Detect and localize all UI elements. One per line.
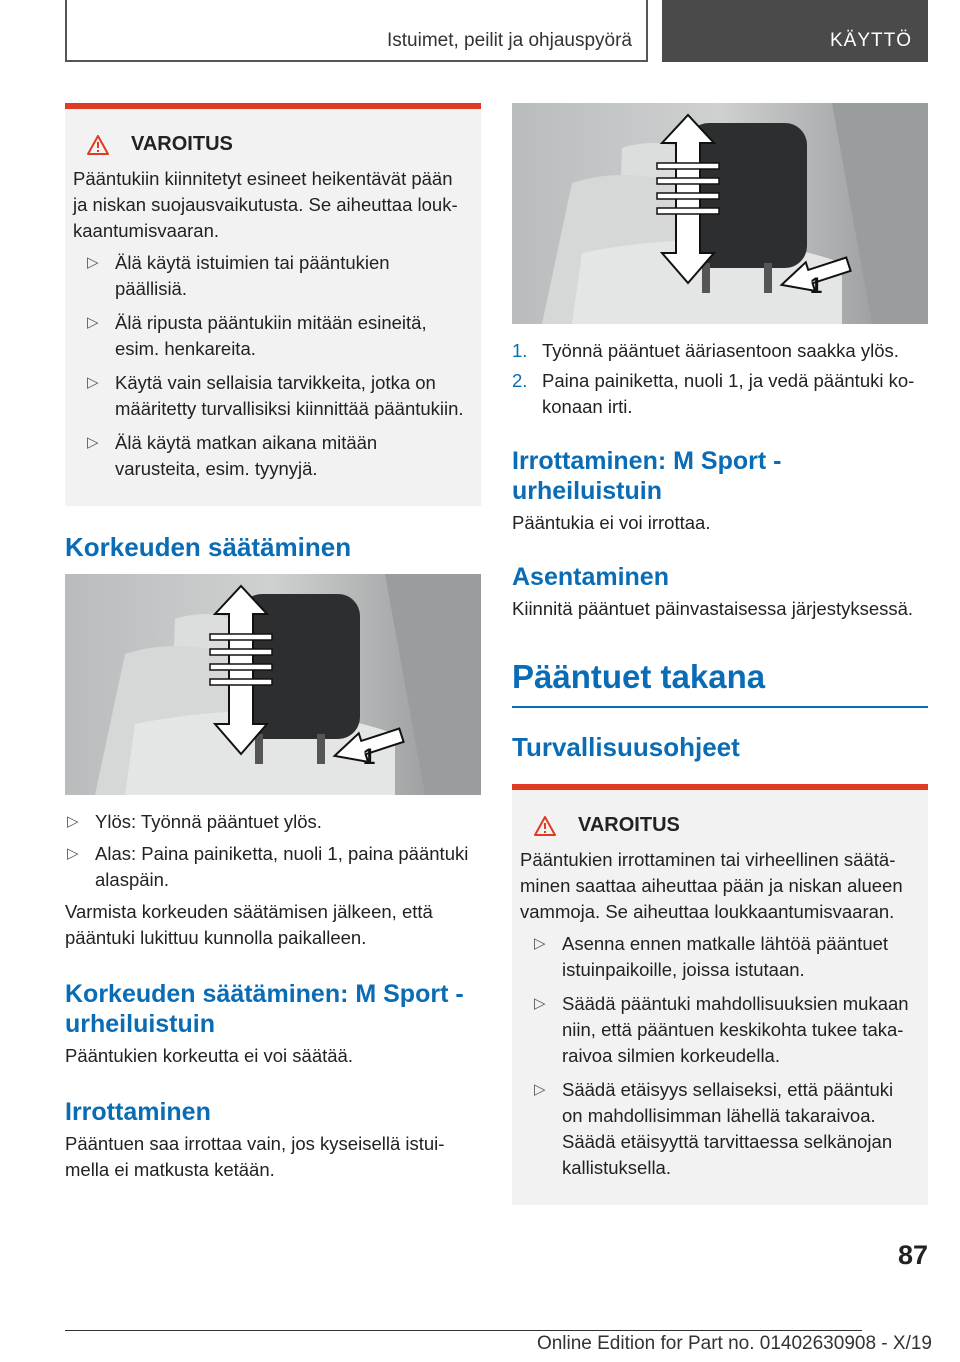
footer-edition: Online Edition for Part no. 01402630908 - X/19 [536, 1333, 932, 1354]
list-item: ▷ Alas: Paina painiketta, nuoli 1, paina pääntuki alaspäin. [67, 843, 469, 890]
height-steps-list [65, 809, 481, 893]
height-adjust-heading: Korkeuden säätäminen [65, 532, 352, 562]
step-number: 2. [512, 370, 528, 391]
image-callout-number: 1 [363, 744, 376, 769]
warning-triangle-icon [87, 135, 109, 155]
triangle-bullet-icon: ▷ [534, 1081, 546, 1098]
msport-height-heading: Korkeuden säätäminen: M Sport -urheiluistuin [65, 980, 464, 1038]
warning-title [87, 133, 465, 156]
list-item: ▷ Säädä pääntuki mahdollisuuksien mukaan niin, että pääntuen keskikohta tukee takaraivoa silmien korkeudella. [534, 993, 909, 1066]
msport-height-text: Pääntukien korkeutta ei voi säätää. [65, 1045, 353, 1066]
headrest-removal-illustration [512, 103, 928, 324]
headrest-height-illustration [65, 574, 481, 795]
warning-triangle-icon [534, 816, 556, 836]
left-column [65, 103, 481, 1183]
triangle-bullet-icon: ▷ [67, 813, 79, 830]
triangle-bullet-icon: ▷ [534, 935, 546, 952]
right-column [512, 103, 928, 1205]
warning-title [534, 814, 912, 837]
list-item: 2. Paina painiketta, nuoli 1, ja vedä pääntuki kokonaan irti. [512, 370, 915, 417]
triangle-bullet-icon: ▷ [87, 434, 99, 451]
list-item: ▷ Älä käytä istuimien tai pääntukien päällisiä. [87, 252, 390, 299]
install-text: Kiinnitä pääntuet päinvastaisessa järjestyksessä. [512, 598, 914, 619]
warning-list [520, 931, 912, 1181]
triangle-bullet-icon: ▷ [87, 314, 99, 331]
header-chapter-tab [662, 0, 928, 62]
safety-heading: Turvallisuusohjeet [512, 732, 740, 762]
warning-box [512, 784, 928, 1205]
list-item: ▷ Asenna ennen matkalle lähtöä pääntuet istuinpaikoille, joissa istutaan. [534, 933, 889, 980]
triangle-bullet-icon: ▷ [67, 845, 79, 862]
warning-text: Pääntukiin kiinnitetyt esineet heikentävät pään ja niskan suojausvaikutusta. Se aiheuttaa loukkaantumisvaaran. [73, 168, 458, 241]
msport-remove-text: Pääntukia ei voi irrottaa. [512, 512, 711, 533]
triangle-bullet-icon: ▷ [87, 374, 99, 391]
warning-list [73, 250, 465, 482]
warning-text: Pääntukien irrottaminen tai virheellinen säätäminen saattaa aiheuttaa pään ja niskan alueen vammoja. Se aiheuttaa loukkaantumisvaaran. [520, 849, 903, 922]
remove-heading: Irrottaminen [65, 1098, 211, 1126]
triangle-bullet-icon: ▷ [87, 254, 99, 271]
header-section-box [65, 0, 648, 62]
image-callout-number: 1 [810, 273, 823, 298]
install-heading: Asentaminen [512, 563, 669, 591]
header-section-title: Istuimet, peilit ja ohjauspyörä [386, 30, 632, 51]
remove-text: Pääntuen saa irrottaa vain, jos kyseisellä istuimella ei matkusta ketään. [65, 1133, 445, 1180]
step-number: 1. [512, 340, 528, 361]
headrest-illustration-svg [65, 574, 481, 795]
removal-steps-list [512, 338, 928, 420]
page-number: 87 [897, 1240, 928, 1270]
triangle-bullet-icon: ▷ [534, 995, 546, 1012]
msport-remove-heading: Irrottaminen: M Sport -urheiluistuin [512, 447, 782, 505]
headrest-illustration-svg [512, 103, 928, 324]
list-item: ▷ Säädä etäisyys sellaiseksi, että pääntuki on mahdollisimman lähellä takaraivoa. Säädä etäisyyttä tarvittaessa selkänojan kallistuksella. [534, 1079, 894, 1178]
warning-box [65, 103, 481, 506]
rear-headrests-heading: Pääntuet takana [512, 658, 928, 708]
warning-title-text: VAROITUS [131, 133, 233, 155]
list-item: ▷ Käytä vain sellaisia tarvikkeita, jotka on määritetty turvallisiksi kiinnittää pääntukiin. [87, 372, 464, 419]
list-item: ▷ Älä ripusta pääntukiin mitään esineitä, esim. henkareita. [87, 312, 427, 359]
height-note: Varmista korkeuden säätämisen jälkeen, että pääntuki lukittuu kunnolla paikalleen. [65, 901, 433, 948]
list-item: 1. Työnnä pääntuet ääriasentoon saakka ylös. [512, 338, 928, 364]
warning-title-text: VAROITUS [578, 814, 680, 836]
header-chapter-label: KÄYTTÖ [829, 30, 912, 51]
list-item: ▷ Ylös: Työnnä pääntuet ylös. [65, 809, 481, 835]
list-item: ▷ Älä käytä matkan aikana mitään varusteita, esim. tyynyjä. [87, 432, 378, 479]
footer-divider [65, 1330, 862, 1331]
